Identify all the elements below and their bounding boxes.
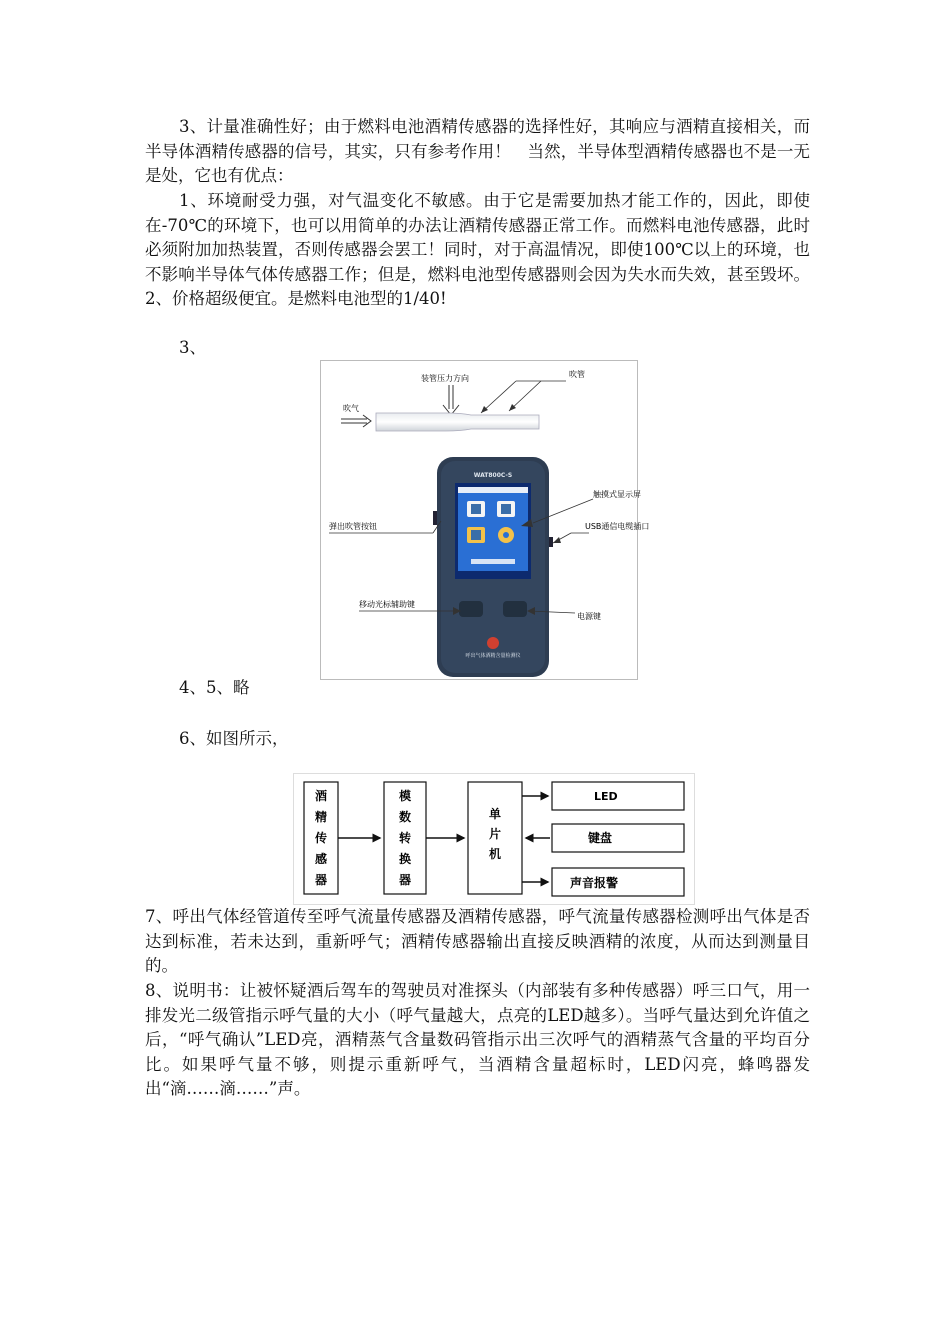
sensor-char: 传: [314, 831, 328, 845]
tube-label: 吹管: [569, 370, 585, 379]
led-label: LED: [594, 790, 618, 803]
paragraph-item-6: 6、如图所示，: [179, 729, 289, 748]
alarm-label: 声音报警: [570, 876, 619, 890]
usb-label: USB通信电缆插口: [585, 522, 650, 531]
blow-label: 吹气: [343, 404, 359, 413]
left-key: [459, 601, 483, 617]
block-diagram-figure: [293, 773, 695, 905]
paragraph-advantages: 1、环境耐受力强，对气温变化不敏感。由于它是需要加热才能工作的，因此，即使在-70℃的环境下，也可以用简单的办法让酒精传感器正常工作。而燃料电池传感器，此时必须附加加热装置，否则传感器会罢工！同时，对于高温情况，即使100℃以上的环境，也不影响半导体气体传感器工作；但是，燃料电池型传感器则会因为失水而失效，甚至毁坏。2、价格超级便宜。是燃料电池型的1/40!: [145, 191, 810, 308]
device-model: WAT800C-S: [473, 472, 513, 479]
paragraph-item-8-manual: 8、说明书：让被怀疑酒后驾车的驾驶员对准探头（内部装有多种传感器）呼三口气，用一排发光二级管指示呼气量的大小（呼气量越大，点亮的LED越多）。当呼气量达到允许值之后，“呼气确认”LED亮，酒精蒸气含量数码管指示出三次呼气的酒精蒸气含量的平均百分比。如果呼气量不够，则提示重新呼气，当酒精含量超标时，LED闪亮，蜂鸣器发出“滴……滴……”声。: [145, 981, 810, 1098]
paragraph-accuracy: 3、计量准确性好；由于燃料电池酒精传感器的选择性好，其响应与酒精直接相关，而半导体酒精传感器的信号，其实，只有参考作用！ 当然，半导体型酒精传感器也不是一无是处，它也有优点：: [145, 117, 810, 185]
adc-char: 模: [398, 789, 412, 803]
mcu-char: 片: [488, 827, 502, 841]
adc-char: 转: [398, 831, 412, 845]
keyboard-label: 键盘: [588, 831, 613, 845]
adc-char: 器: [398, 873, 412, 887]
press-arrow-icon: [443, 385, 459, 415]
paragraph-item-7: 7、呼出气体经管道传至呼气流量传感器及酒精传感器，呼气流量传感器检测呼出气体是否达到标准，若未达到，重新呼气；酒精传感器输出直接反映酒精的浓度，从而达到测量目的。: [145, 907, 810, 975]
mcu-char: 单: [488, 807, 502, 821]
adc-char: 换: [398, 852, 412, 866]
mouthpiece-tube: [376, 413, 539, 431]
device-logo: [487, 637, 499, 649]
breathalyzer-device-figure: [320, 360, 650, 680]
power-key-label: 电源键: [577, 612, 601, 621]
eject-label: 弹出吹管按钮: [329, 522, 377, 531]
press-direction-label: 装管压力方向: [421, 374, 469, 383]
sensor-char: 酒: [314, 789, 328, 803]
paragraph-items-4-5: 4、5、略: [179, 678, 250, 697]
device-name-label: 呼出气体酒精含量检测仪: [465, 653, 521, 659]
sensor-char: 感: [314, 852, 328, 866]
keyboard-block: [552, 824, 684, 852]
mcu-char: 机: [488, 847, 502, 861]
right-key: [503, 601, 527, 617]
sensor-char: 精: [314, 810, 328, 824]
led-block: [552, 782, 684, 810]
cursor-key-label: 移动光标辅助键: [359, 600, 415, 609]
blow-arrow-icon: [341, 415, 371, 427]
adc-char: 数: [398, 810, 412, 824]
screen-label: 触摸式显示屏: [593, 490, 641, 499]
device-body: [433, 457, 553, 677]
sensor-char: 器: [314, 873, 328, 887]
paragraph-item-3: 3、: [179, 338, 206, 357]
